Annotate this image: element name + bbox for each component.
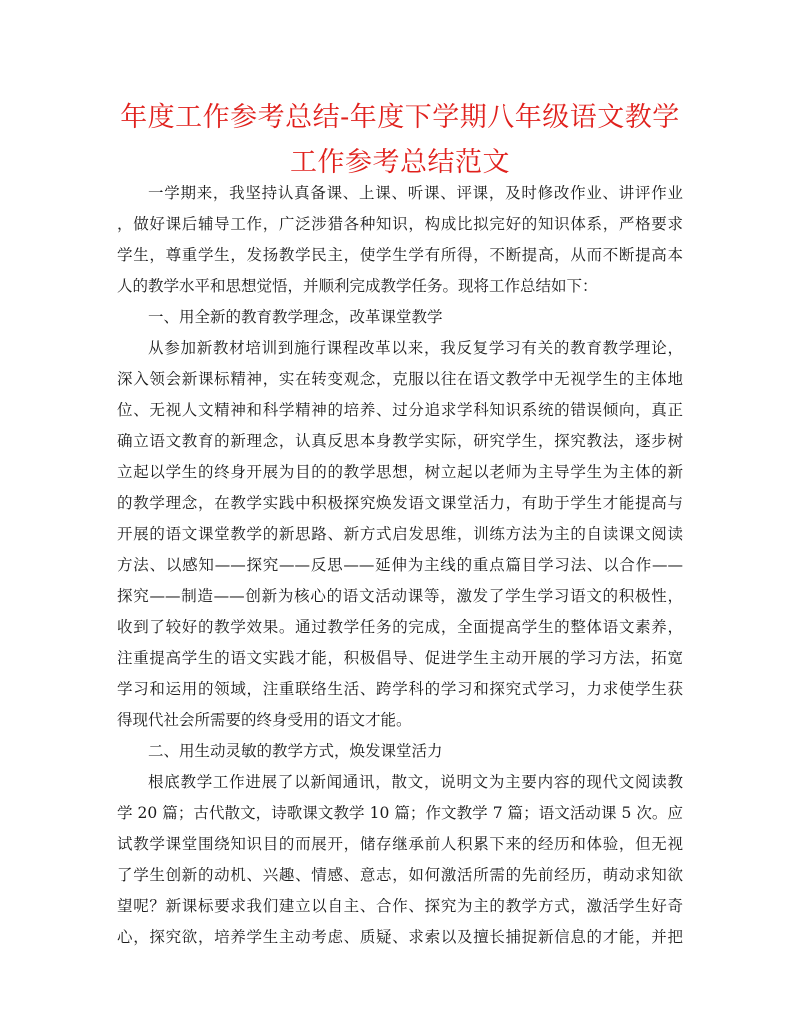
section-2-heading: 二、用生动灵敏的教学方式，焕发课堂活力 (148, 742, 443, 760)
section-1-line: 从参加新教材培训到施行课程改革以来，我反复学习有关的教育教学理论， (148, 339, 683, 357)
section-2-line: 心，探究欲，培养学生主动考虑、质疑、求索以及擅长捕捉新信息的才能，并把 (117, 928, 683, 946)
document-title-line-1: 年度工作参考总结-年度下学期八年级语文教学 (120, 102, 680, 133)
section-1-line: 收到了较好的教学效果。通过教学任务的完成，全面提高学生的整体语文素养， (117, 618, 683, 636)
intro-line: 一学期来，我坚持认真备课、上课、听课、评课，及时修改作业、讲评作业 (148, 184, 683, 202)
section-1-line: 方法、以感知——探究——反思——延伸为主线的重点篇目学习法、以合作—— (117, 556, 683, 574)
section-1-line: 深入领会新课标精神，实在转变观念，克服以往在语文教学中无视学生的主体地 (117, 370, 683, 388)
section-1-line: 立起以学生的终身开展为目的的教学思想，树立起以老师为主导学生为主体的新 (117, 463, 683, 481)
section-1-line: 开展的语文课堂教学的新思路、新方式启发思维，训练方法为主的自读课文阅读 (117, 525, 683, 543)
section-1-line: 的教学理念，在教学实践中积极探究焕发语文课堂活力，有助于学生才能提高与 (117, 494, 683, 512)
section-1-line: 注重提高学生的语文实践才能，积极倡导、促进学生主动开展的学习方法，拓宽 (117, 649, 683, 667)
section-1-line: 探究——制造——创新为核心的语文活动课等，激发了学生学习语文的积极性， (117, 587, 683, 605)
section-2-line: 望呢？新课标要求我们建立以自主、合作、探究为主的教学方式，激活学生好奇 (117, 897, 683, 915)
intro-line: 人的教学水平和思想觉悟，并顺利完成教学任务。现将工作总结如下： (117, 277, 598, 295)
document-title-line-2: 工作参考总结范文 (290, 147, 510, 178)
section-2-line: 试教学课堂围绕知识目的而展开，储存继承前人积累下来的经历和体验，但无视 (117, 835, 683, 853)
intro-line: 学生，尊重学生，发扬教学民主，使学生学有所得，不断提高，从而不断提高本 (117, 246, 683, 264)
section-1-line: 得现代社会所需要的终身受用的语文才能。 (117, 711, 412, 729)
section-1-line: 学习和运用的领域，注重联络生活、跨学科的学习和探究式学习，力求使学生获 (117, 680, 683, 698)
section-2-line: 学 20 篇；古代散文，诗歌课文教学 10 篇；作文教学 7 篇；语文活动课 5 次。应 (117, 804, 683, 822)
section-2-line: 了学生创新的动机、兴趣、情感、意志，如何激活所需的先前经历，萌动求知欲 (117, 866, 683, 884)
intro-line: ，做好课后辅导工作，广泛涉猎各种知识，构成比拟完好的知识体系，严格要求 (117, 215, 683, 233)
section-1-line: 确立语文教育的新理念，认真反思本身教学实际，研究学生，探究教法，逐步树 (117, 432, 683, 450)
section-1-line: 位、无视人文精神和科学精神的培养、过分追求学科知识系统的错误倾向，真正 (117, 401, 683, 419)
section-1-heading: 一、用全新的教育教学理念，改革课堂教学 (148, 308, 443, 326)
section-2-line: 根底教学工作进展了以新闻通讯，散文，说明文为主要内容的现代文阅读教 (148, 773, 683, 791)
